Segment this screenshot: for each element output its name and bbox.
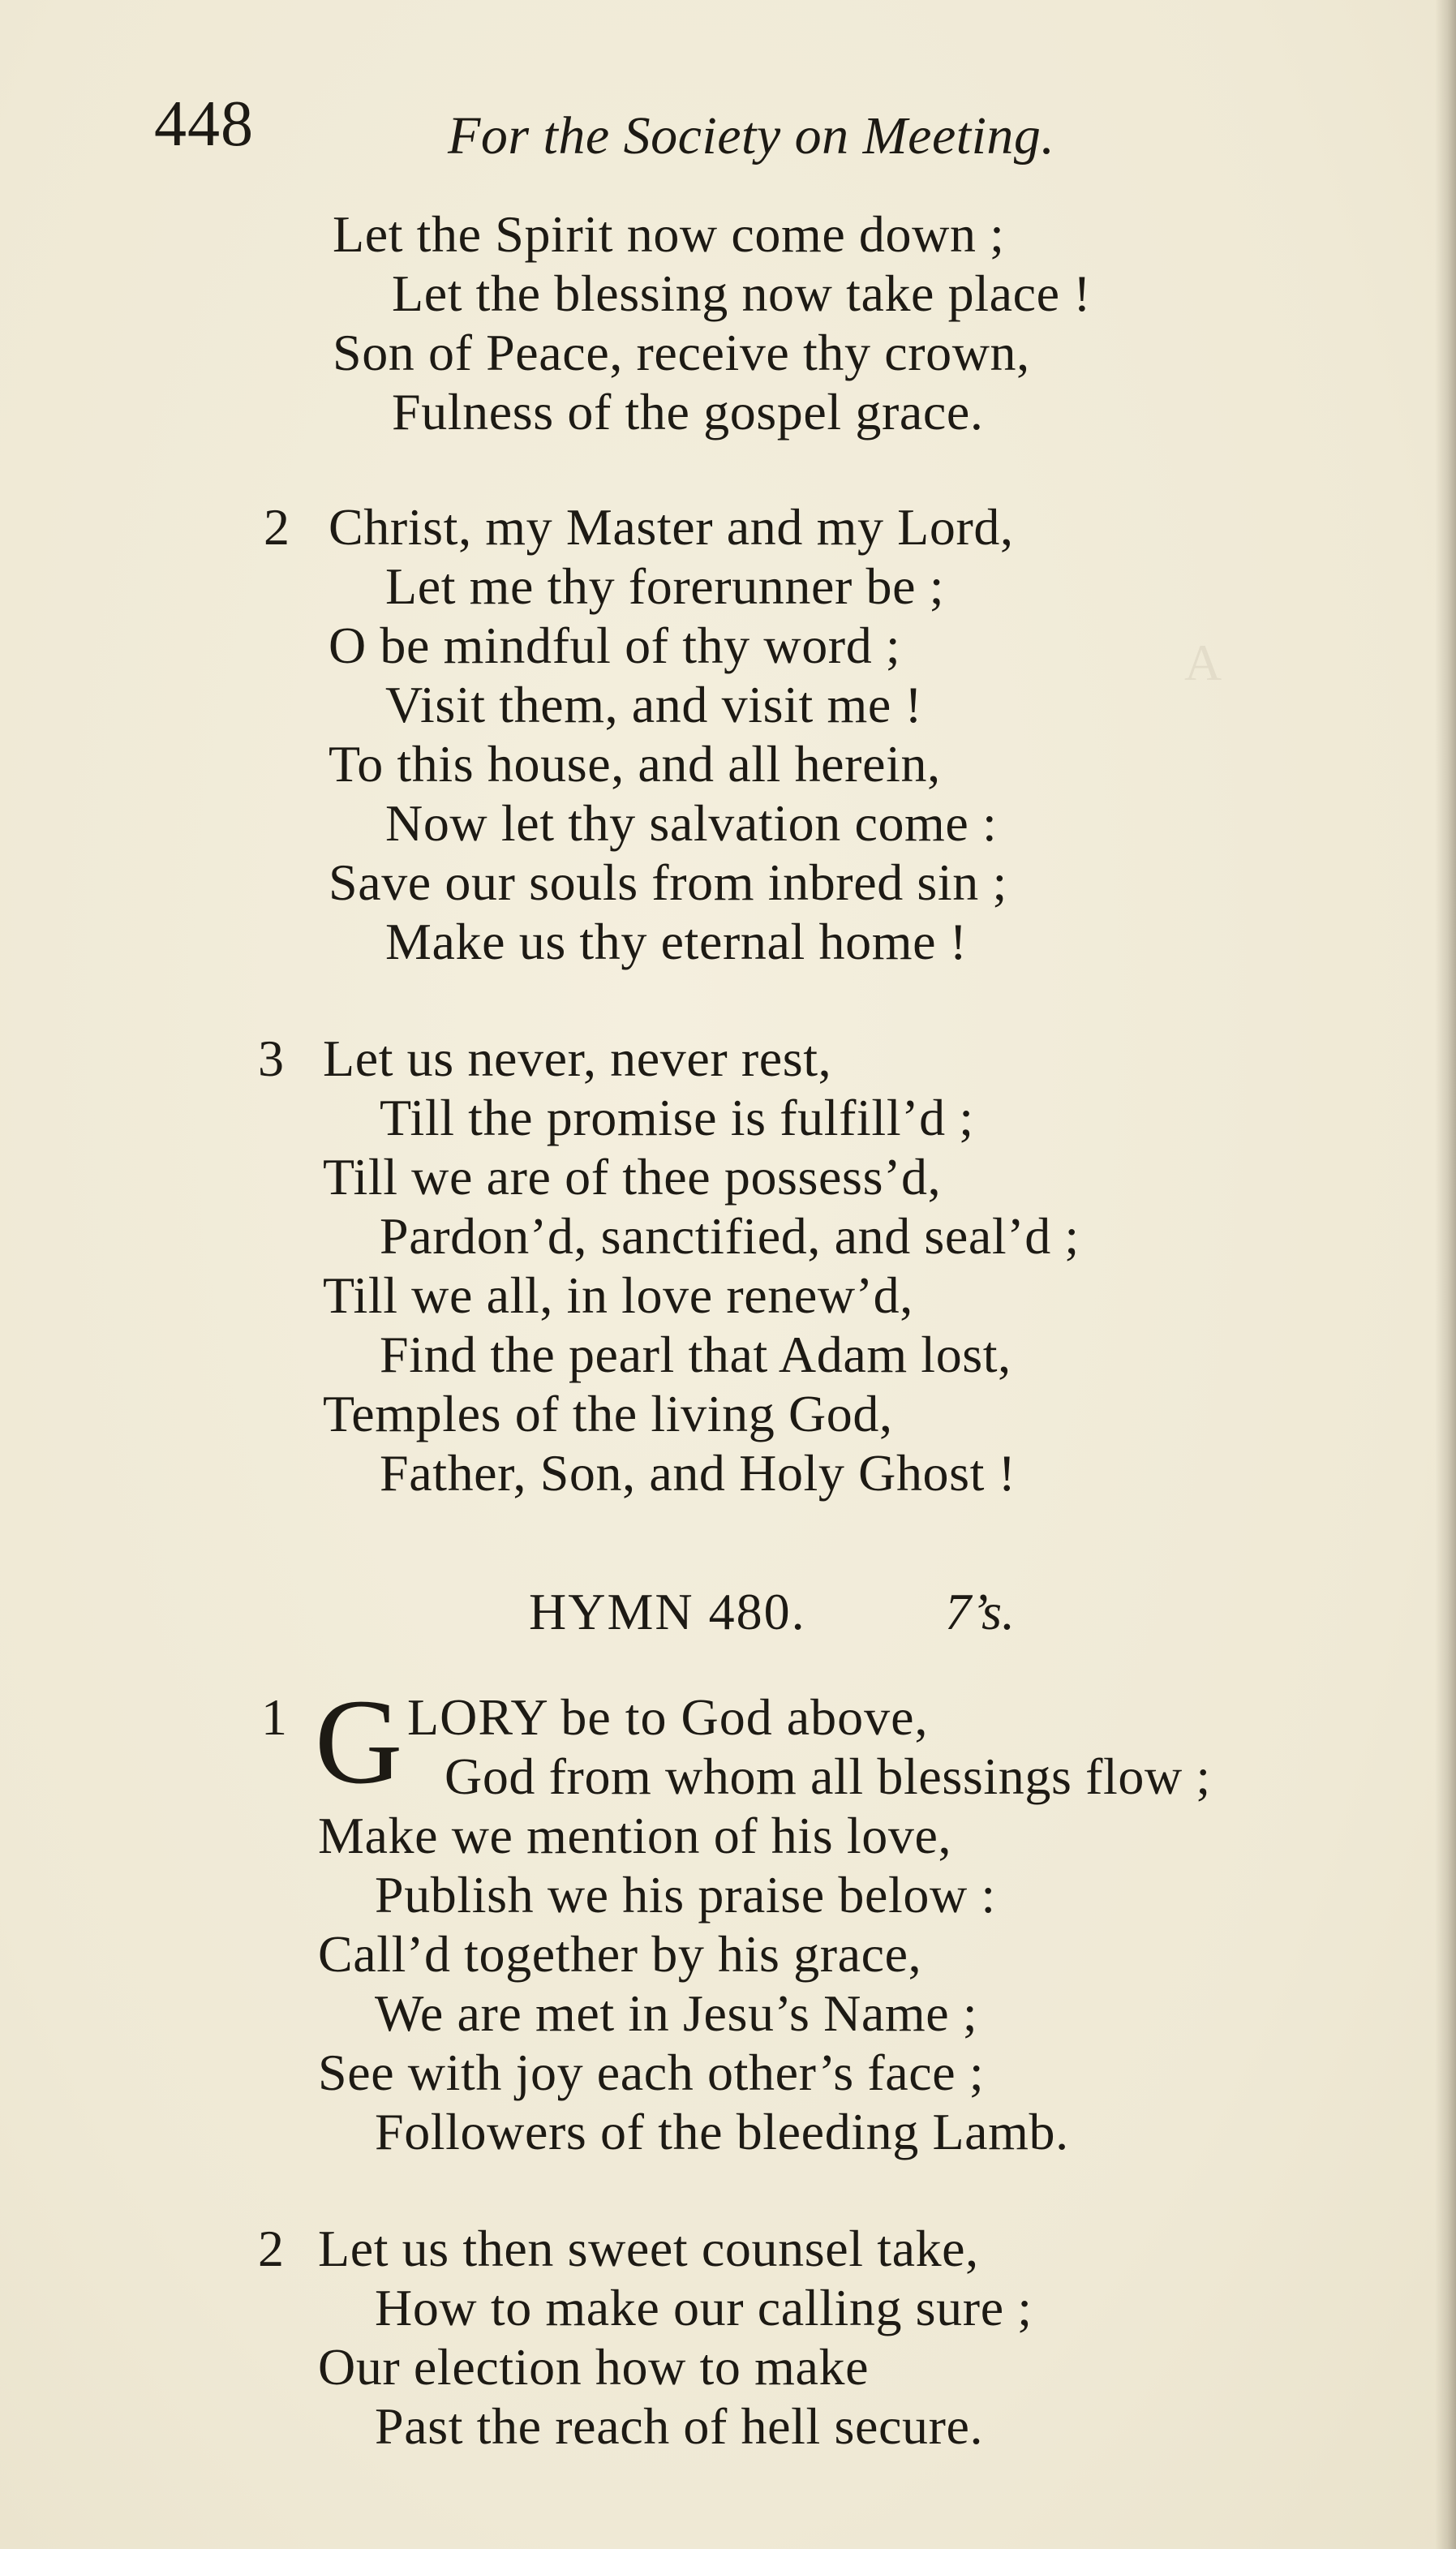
verse-line: Let the blessing now take place !: [392, 264, 1092, 322]
verse-line: Our election how to make: [318, 2338, 870, 2396]
stanza-number: 1: [261, 1688, 287, 1746]
verse-line: To this house, and all herein,: [329, 735, 941, 793]
verse-line: See with joy each other’s face ;: [318, 2044, 985, 2101]
verse-line: Till we all, in love renew’d,: [323, 1266, 913, 1324]
verse-line: We are met in Jesu’s Name ;: [375, 1984, 978, 2042]
verse-line: O be mindful of thy word ;: [329, 617, 901, 674]
verse-line: Christ, my Master and my Lord,: [329, 498, 1014, 556]
verse-line: Past the reach of hell secure.: [375, 2397, 984, 2455]
stanza-number: 2: [258, 2220, 284, 2277]
verse-line: Let us never, never rest,: [323, 1029, 832, 1087]
show-through-text: A: [1184, 634, 1222, 691]
page-edge-shadow: [1435, 0, 1456, 2549]
verse-line: Let the Spirit now come down ;: [333, 205, 1005, 263]
verse-line: Let me thy forerunner be ;: [385, 557, 945, 615]
verse-line: Fulness of the gospel grace.: [392, 383, 984, 441]
verse-line: Call’d together by his grace,: [318, 1925, 922, 1983]
verse-line: God from whom all blessings flow ;: [445, 1747, 1211, 1805]
verse-line: Till the promise is fulfill’d ;: [380, 1089, 974, 1146]
verse-line: Find the pearl that Adam lost,: [380, 1326, 1011, 1383]
verse-line: Visit them, and visit me !: [385, 676, 923, 733]
verse-line: LORY be to God above,: [407, 1688, 929, 1746]
verse-line: Let us then sweet counsel take,: [318, 2220, 979, 2277]
verse-line: Pardon’d, sanctified, and seal’d ;: [380, 1207, 1080, 1265]
stanza-number: 2: [264, 498, 290, 556]
verse-line: Son of Peace, receive thy crown,: [333, 324, 1030, 381]
verse-line: Now let thy salvation come :: [385, 794, 998, 852]
verse-line: Till we are of thee possess’d,: [323, 1148, 942, 1206]
verse-line: Followers of the bleeding Lamb.: [375, 2103, 1069, 2160]
stanza-number: 3: [258, 1029, 284, 1087]
running-title: For the Society on Meeting.: [448, 106, 1055, 165]
verse-line: Save our souls from inbred sin ;: [329, 853, 1007, 911]
page-number: 448: [154, 88, 254, 160]
drop-cap: G: [315, 1674, 403, 1809]
hymn-meter: 7’s.: [945, 1583, 1015, 1640]
verse-line: Father, Son, and Holy Ghost !: [380, 1444, 1016, 1502]
verse-line: How to make our calling sure ;: [375, 2279, 1033, 2336]
hymn-heading: HYMN 480.: [529, 1583, 806, 1640]
verse-line: Make we mention of his love,: [318, 1807, 952, 1864]
verse-line: Make us thy eternal home !: [385, 913, 968, 970]
verse-line: Temples of the living God,: [323, 1385, 893, 1442]
verse-line: Publish we his praise below :: [375, 1866, 996, 1924]
